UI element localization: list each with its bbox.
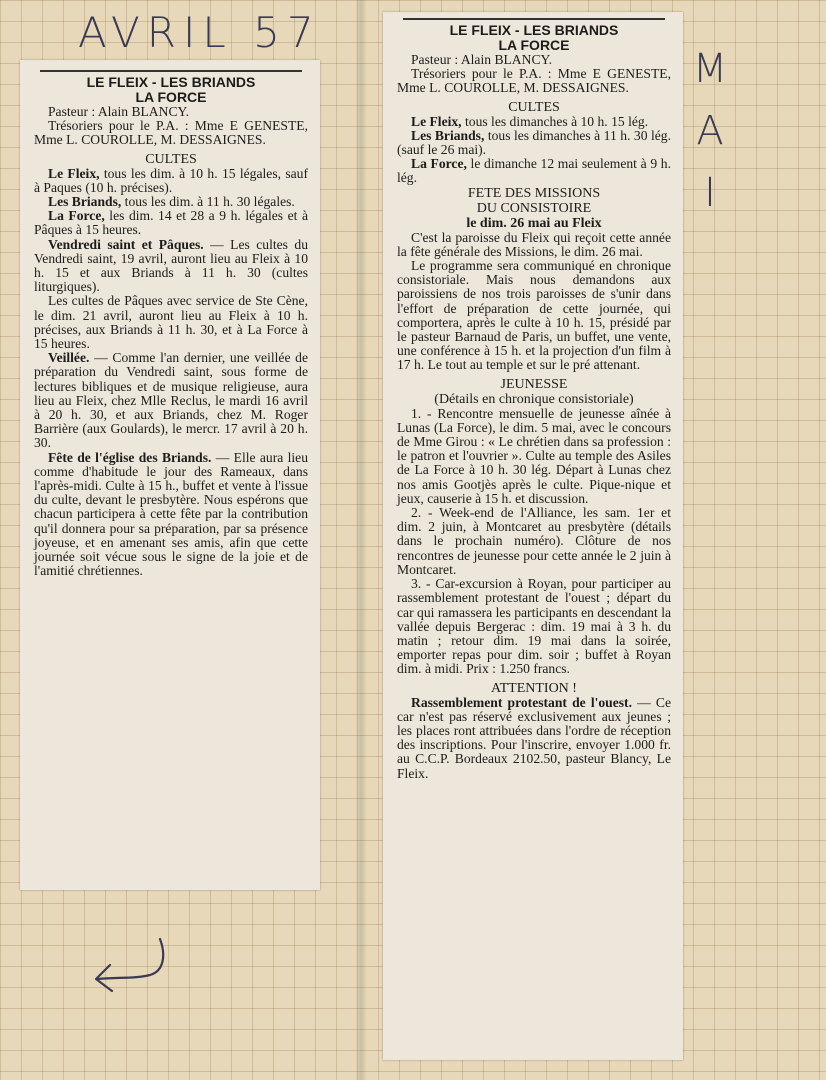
title-rule [40,70,302,72]
label-force: La Force, [411,156,467,172]
handwritten-letter: A [696,108,724,154]
paragraph-missions-intro: C'est la paroisse du Fleix qui reçoit cette année la fête générale des Missions, le dim. 26 mai. [397,229,671,259]
label-veillee: Veillée. [48,350,90,366]
hand-drawn-arrow-icon [88,935,178,1005]
text-fete-briands: — Elle aura lieu comme d'habitude le jour des Rameaux, dans l'après-midi. Culte à 15 h., buffet et vente à l'issue du culte, devant le presbytère. Nous espérons que chacun participera à cette fête par la contribution qu'il donnera pour sa préparation, par sa présence joyeuse, et en amenant ses amis, afin que cette journée soit vécue sous le signe de la joie et de l'amitié chrétiennes. [34,449,309,579]
title-line: LA FORCE [135,89,207,105]
title-rule [403,18,665,20]
text-force: le dimanche 12 mai seulement à 9 h. lég. [397,156,671,186]
text-fleix: tous les dimanches à 10 h. 15 lég. [461,113,649,129]
section-heading-cultes: CULTES [508,99,560,115]
section-heading-missions: FETE DES MISSIONS [467,185,601,201]
clipping-title [34,75,308,105]
paragraph-jeunesse-2: 2. - Week-end de l'Alliance, les sam. 1er et dim. 2 juin, à Montcaret au presbytère (détails dans le prochain numéro). Clôture de nos rencontres de jeunesse pour cette année le 2 juin à Montcaret. [397,505,671,577]
handwritten-month [690,38,730,224]
text-briands: tous les dim. à 11 h. 30 légales. [121,194,295,210]
handwritten-letter: I [704,170,716,216]
label-vendredi-saint: Vendredi saint et Pâques. [48,236,204,252]
paragraph-rassemblement [397,696,671,781]
newspaper-clipping-april [20,60,320,890]
paragraph-veillee [34,351,308,450]
paragraph-jeunesse-3: 3. - Car-excursion à Royan, pour participer au rassemblement protestant de l'ouest ; départ du car qui ramassera les participants en descendant la vallée depuis Bergerac : dim. 19 mai à 3 h. du matin ; retour dim. 19 mai dans la soirée, emporter repas pour dim. soir ; buffet à Royan dim. à midi. Prix : 1.250 francs. [397,576,671,677]
text-veillee: — Comme l'an dernier, une veillée de préparation du Vendredi saint, sous forme de lectures bibliques et de musique religieuse, aura lieu au Fleix, chez Mlle Reclus, le mardi 16 avril à 20 h. 30, et aux Briands, chez M. Roger Barrière (aux Goulards), le mercr. 17 avril à 20 h. 30. [34,350,308,451]
section-heading-jeunesse: JEUNESSE [500,376,568,392]
paragraph-fleix [34,167,308,195]
label-briands: Les Briands, [48,194,122,210]
paragraph-briands [34,195,308,209]
paragraph-missions-programme: Le programme sera communiqué en chronique consistoriale. Mais nous demandons aux paroissiens de nos trois paroisses de s'unir dans l'effort de préparation de cette journée, qui comportera, après le culte à 10 h. 15, présidé par le pasteur Barnaud de Paris, un buffet, une vente, une conférence à 15 h. et la projection d'un film à 17 h. Le tout au temple et sur le pré attenant. [397,258,671,373]
pastor-line: Pasteur : Alain BLANCY. [411,52,552,67]
section-heading-cultes: CULTES [145,151,197,167]
paragraph-jeunesse-1: 1. - Rencontre mensuelle de jeunesse aînée à Lunas (La Force), le dim. 5 mai, avec le concours de Mme Girou : « Le chrétien dans sa profession : le patron et l'ouvrier ». Culte au temple des Asiles de La Force à 10 h. 30 lég. Départ à Lunas chez nos amis Gootjès après le culte. Pique-nique et jeux, causerie à 15 h. et discussion. [397,405,671,506]
title-line: LE FLEIX - LES BRIANDS [86,74,256,90]
clipping-title [397,23,671,53]
paragraph-fete-briands [34,451,308,579]
label-rassemblement: Rassemblement protestant de l'ouest. [411,694,632,710]
handwritten-date: AVRIL 57 [78,8,321,57]
label-briands: Les Briands, [411,127,485,143]
jeunesse-subtitle: (Détails en chronique consistoriale) [434,391,634,407]
text-force: les dim. 14 et 28 a 9 h. légales et à Pâques à 15 heures. [34,208,308,238]
paragraph-force [34,209,308,237]
missions-date: le dim. 26 mai au Fleix [466,215,602,231]
text-fleix: tous les dim. à 10 h. 15 légales, sauf à Paques (10 h. précises). [34,165,308,195]
label-fete-briands: Fête de l'église des Briands. [48,449,212,465]
handwritten-letter: M [692,46,728,92]
text-briands: tous les dimanches à 11 h. 30 lég. (sauf le 26 mai). [397,127,671,158]
pastor-line: Pasteur : Alain BLANCY. [48,104,189,119]
treasurers-line: Trésoriers pour le P.A. : Mme E GENESTE, Mme L. COUROLLE, M. DESSAIGNES. [397,66,671,96]
label-fleix: Le Fleix, [411,113,462,129]
label-force: La Force, [48,208,105,224]
title-line: LA FORCE [498,37,570,53]
text-vendredi-saint: — Les cultes du Vendredi saint, 19 avril, auront lieu au Fleix à 10 h. 15 et aux Briands à 11 h. 30 (cultes liturgiques). [34,236,309,295]
text-rassemblement: — Ce car n'est pas réservé exclusivement aux jeunes ; les places ront attribuées dans l'ordre de réception des inscriptions. Pour l'inscrire, envoyer 1.000 fr. au C.C.P. Bordeaux 2102.50, pasteur Blancy, Le Fleix. [397,694,671,781]
label-fleix: Le Fleix, [48,165,100,181]
paragraph-vendredi-saint [34,238,308,295]
paragraph-fleix [397,115,671,129]
section-heading-attention: ATTENTION ! [491,680,577,696]
paragraph-briands [397,129,671,157]
section-heading-consistoire: DU CONSISTOIRE [476,200,592,216]
treasurers-line: Trésoriers pour le P.A. : Mme E GENESTE, Mme L. COUROLLE, M. DESSAIGNES. [34,118,308,148]
newspaper-clipping-may [383,12,683,1060]
paragraph-force [397,157,671,185]
title-line: LE FLEIX - LES BRIANDS [449,22,619,38]
paragraph-paques: Les cultes de Pâques avec service de Ste Cène, le dim. 21 avril, auront lieu au Fleix à 10 h. précises, aux Briands à 11 h. 30, et à La Force à 15 heures. [34,293,308,352]
page-fold-shadow [355,0,367,1080]
